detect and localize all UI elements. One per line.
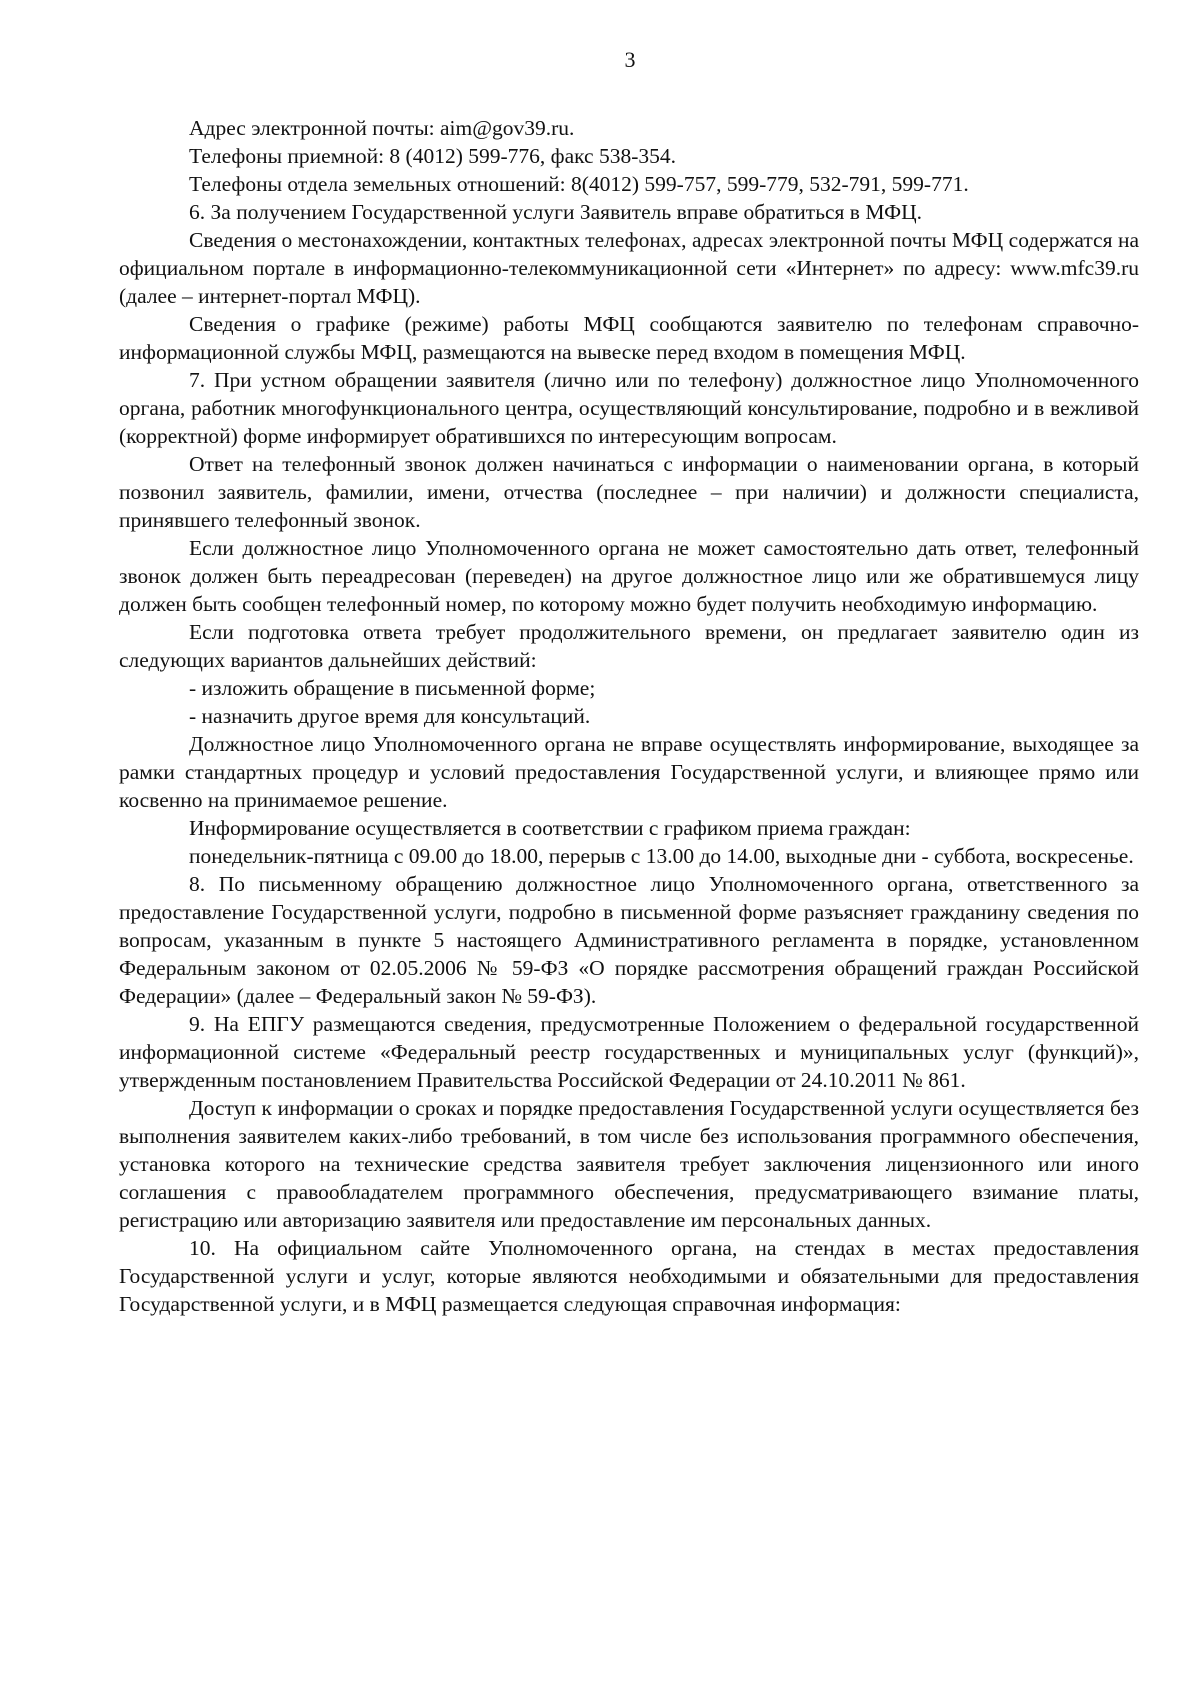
paragraph-restriction: Должностное лицо Уполномоченного органа не вправе осуществлять информирование, выходящее за рамки стандартных процедур и условий предоставления Государственной услуги, и влияющее прямо или косвенно на принимаемое решение. — [119, 732, 1139, 812]
paragraph-schedule-hours: понедельник-пятница с 09.00 до 18.00, перерыв с 13.00 до 14.00, выходные дни - суббота, воскресенье. — [189, 844, 1134, 868]
paragraph-schedule-intro: Информирование осуществляется в соответствии с графиком приема граждан: — [189, 816, 911, 840]
paragraph-phone-answer: Ответ на телефонный звонок должен начинаться с информации о наименовании органа, в который позвонил заявитель, фамилии, имени, отчества (последнее – при наличии) и должности специалиста, принявшего телефонный звонок. — [119, 452, 1139, 532]
paragraph-reception-phones: Телефоны приемной: 8 (4012) 599-776, факс 538-354. — [189, 144, 676, 168]
list-item-written: - изложить обращение в письменной форме; — [189, 676, 596, 700]
list-item-other-time: - назначить другое время для консультаций. — [189, 704, 591, 728]
paragraph-land-dept-phones: Телефоны отдела земельных отношений: 8(4012) 599-757, 599-779, 532-791, 599-771. — [189, 172, 969, 196]
page-number: 3 — [624, 47, 636, 72]
paragraph-mfc-schedule: Сведения о графике (режиме) работы МФЦ сообщаются заявителю по телефонам справочно-информационной службы МФЦ, размещаются на вывеске перед входом в помещения МФЦ. — [119, 312, 1139, 364]
paragraph-item-10: 10. На официальном сайте Уполномоченного органа, на стендах в местах предоставления Государственной услуги и услуг, которые являются необходимыми и обязательными для предоставления Государственной услуги, и в МФЦ размещается следующая справочная информация: — [119, 1236, 1139, 1316]
paragraph-redirect: Если должностное лицо Уполномоченного органа не может самостоятельно дать ответ, телефонный звонок должен быть переадресован (переведен) на другое должностное лицо или же обратившемуся лицу должен быть сообщен телефонный номер, по которому можно будет получить необходимую информацию. — [119, 536, 1139, 616]
paragraph-mfc-contacts: Сведения о местонахождении, контактных телефонах, адресах электронной почты МФЦ содержатся на официальном портале в информационно-телекоммуникационной сети «Интернет» по адресу: www.mfc39.ru (далее – интернет-портал МФЦ). — [119, 228, 1139, 308]
document-body — [119, 114, 1139, 1318]
paragraph-item-7: 7. При устном обращении заявителя (лично или по телефону) должностное лицо Уполномоченного органа, работник многофункционального центра, осуществляющий консультирование, подробно и в вежливой (корректной) форме информирует обратившихся по интересующим вопросам. — [119, 368, 1139, 448]
paragraph-access: Доступ к информации о сроках и порядке предоставления Государственной услуги осуществляется без выполнения заявителем каких-либо требований, в том числе без использования программного обеспечения, установка которого на технические средства заявителя требует заключения лицензионного или иного соглашения с правообладателем программного обеспечения, предусматривающего взимание платы, регистрацию или авторизацию заявителя или предоставление им персональных данных. — [119, 1096, 1139, 1232]
paragraph-long-answer: Если подготовка ответа требует продолжительного времени, он предлагает заявителю один из следующих вариантов дальнейших действий: — [119, 620, 1139, 672]
paragraph-item-8: 8. По письменному обращению должностное лицо Уполномоченного органа, ответственного за предоставление Государственной услуги, подробно в письменной форме разъясняет гражданину сведения по вопросам, указанным в пункте 5 настоящего Административного регламента в порядке, установленном Федеральным законом от 02.05.2006 № 59-ФЗ «О порядке рассмотрения обращений граждан Российской Федерации» (далее – Федеральный закон № 59-ФЗ). — [119, 872, 1139, 1008]
paragraph-item-6: 6. За получением Государственной услуги Заявитель вправе обратиться в МФЦ. — [189, 200, 923, 224]
paragraph-email: Адрес электронной почты: aim@gov39.ru. — [189, 116, 575, 140]
paragraph-item-9: 9. На ЕПГУ размещаются сведения, предусмотренные Положением о федеральной государственной информационной системе «Федеральный реестр государственных и муниципальных услуг (функций)», утвержденным постановлением Правительства Российской Федерации от 24.10.2011 № 861. — [119, 1012, 1139, 1092]
